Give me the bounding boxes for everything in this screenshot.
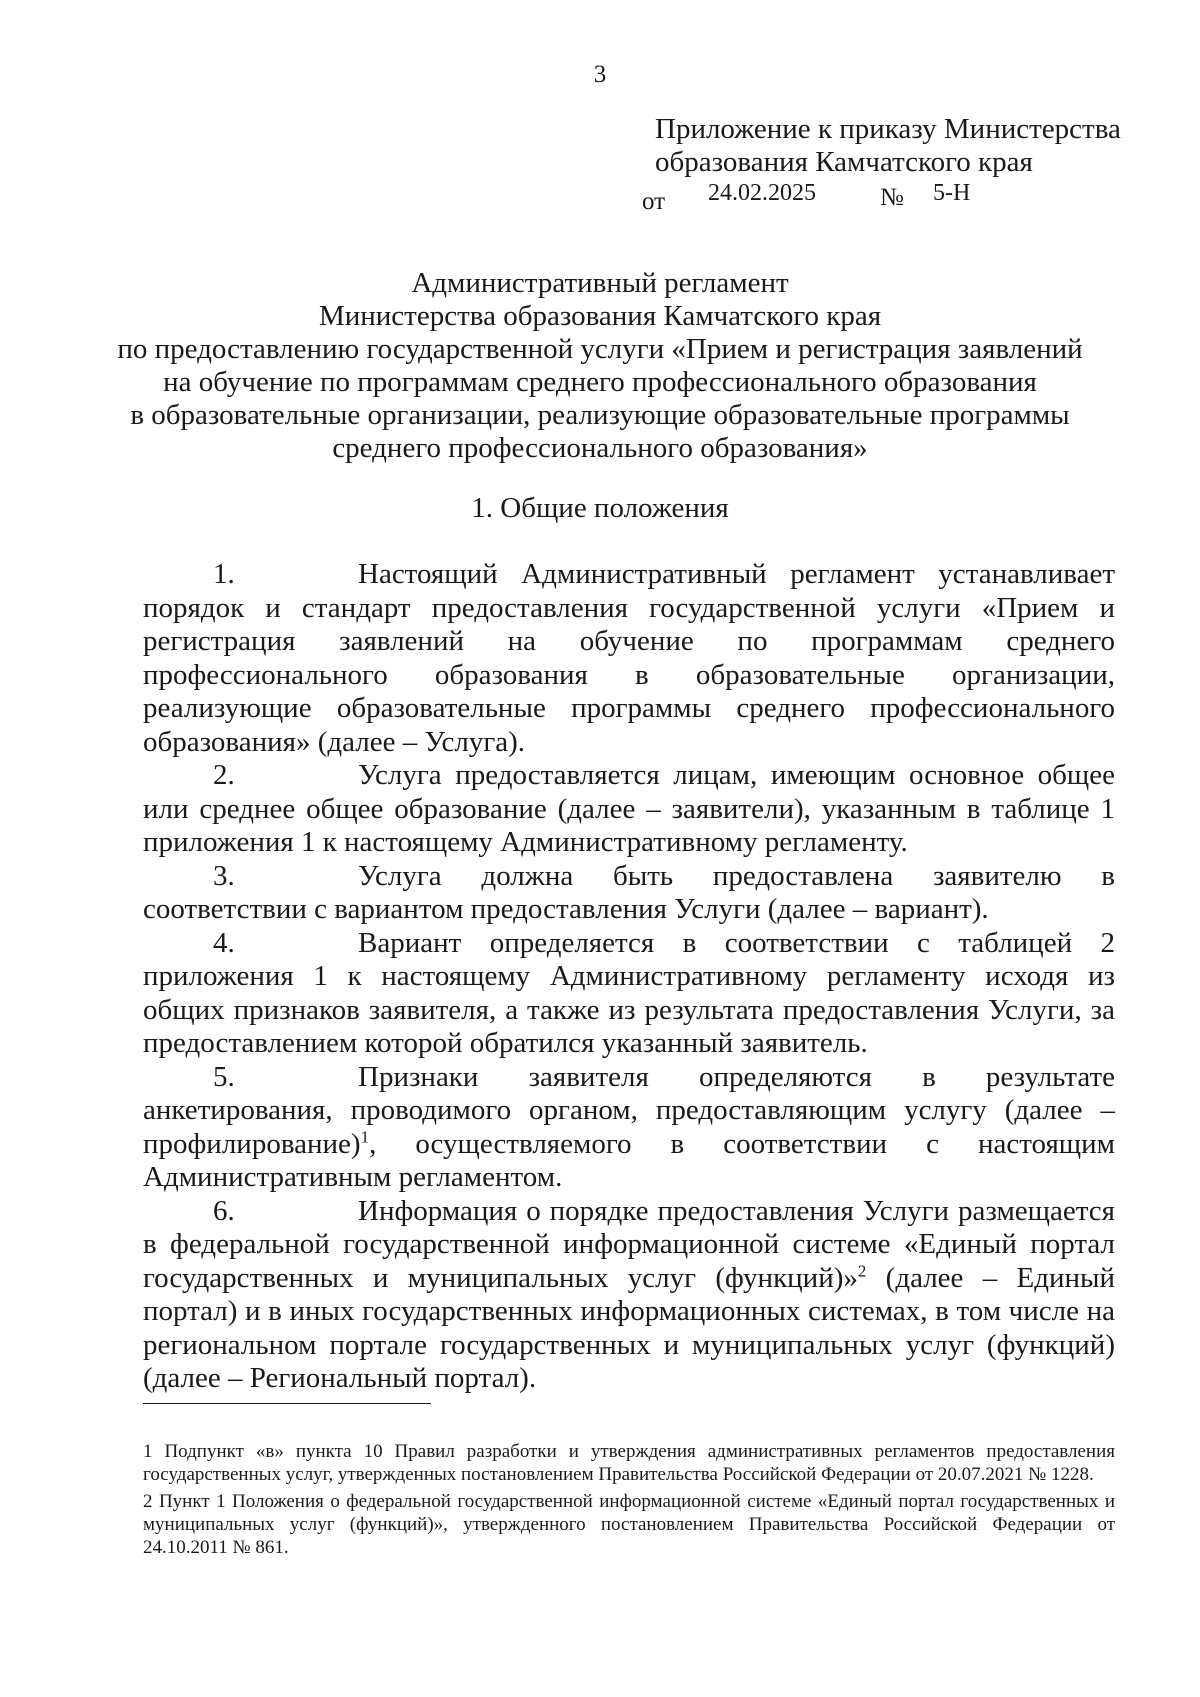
footnote-ref-1: 1 bbox=[360, 1126, 370, 1146]
annex-line-1: Приложение к приказу Министерства bbox=[655, 113, 1121, 145]
footnote-separator bbox=[143, 1403, 431, 1404]
order-date: 24.02.2025 bbox=[708, 180, 816, 206]
title-line-6: среднего профессионального образования» bbox=[332, 432, 868, 464]
title-line-5: в образовательные организации, реализующие образовательные программы bbox=[130, 399, 1070, 431]
paragraph-number: 2. bbox=[213, 759, 235, 791]
order-date-label: от bbox=[642, 188, 666, 215]
annex-header bbox=[655, 113, 1155, 179]
paragraph-3 bbox=[143, 860, 1115, 927]
paragraph-text: Информация о порядке предоставления Услуги размещается в федеральной государственной информационной системе «Единый портал государственных и муниципальных услуг (функций)» bbox=[143, 1194, 1115, 1294]
footnote-2: 2 Пункт 1 Положения о федеральной государственной информационной системе «Единый портал государственных и муниципальных услуг (функций)», утвержденного постановлением Правительства Российской Федерации от 24.10.2011 № 861. bbox=[143, 1491, 1115, 1558]
paragraph-number: 5. bbox=[213, 1060, 235, 1093]
paragraph-number: 4. bbox=[213, 926, 235, 959]
title-line-2: Министерства образования Камчатского края bbox=[318, 300, 882, 332]
paragraph-text: Вариант определяется в соответствии с таблицей 2 приложения 1 к настоящему Административному регламенту исходя из общих признаков заявителя, а также из результата предоставления Услуги, за предоставлением которой обратился указанный заявитель. bbox=[143, 926, 1115, 1059]
title-line-4: на обучение по программам среднего профессионального образования bbox=[163, 366, 1037, 398]
paragraph-text: Услуга должна быть предоставлена заявителю в соответствии с вариантом предоставления Услуги (далее – вариант). bbox=[143, 859, 1115, 925]
paragraph-5 bbox=[143, 1061, 1115, 1195]
paragraph-4 bbox=[143, 927, 1115, 1061]
footnote-1: 1 Подпункт «в» пункта 10 Правил разработки и утверждения административных регламентов предоставления государственных услуг, утвержденных постановлением Правительства Российской Федерации от 20.07.2021 № 1228. bbox=[143, 1441, 1115, 1485]
title-line-1: Административный регламент bbox=[411, 267, 789, 299]
page-number: 3 bbox=[593, 61, 607, 88]
paragraph-text: Услуга предоставляется лицам, имеющим основное общее или среднее общее образование (далее – заявители), указанным в таблице 1 приложения 1 к настоящему Административному регламенту. bbox=[143, 759, 1115, 858]
document-title bbox=[100, 267, 1100, 465]
paragraph-number: 3. bbox=[213, 859, 235, 892]
order-number-label: № bbox=[880, 184, 904, 211]
title-line-3: по предоставлению государственной услуги «Прием и регистрация заявлений bbox=[117, 333, 1083, 365]
paragraph-number: 1. bbox=[213, 558, 235, 590]
paragraph-1 bbox=[143, 558, 1115, 759]
order-details bbox=[0, 180, 1200, 216]
paragraph-text: Настоящий Административный регламент устанавливает порядок и стандарт предоставления государственной услуги «Прием и регистрация заявлений на обучение по программам среднего профессионального образования в образовательные организации, реализующие образовательные программы среднего профессионального образования» (далее – Услуга). bbox=[143, 558, 1115, 758]
section-heading: 1. Общие положения bbox=[471, 492, 729, 524]
paragraph-2 bbox=[143, 759, 1115, 860]
paragraph-text-continued: (далее – Единый портал) и в иных государственных информационных системах, в том числе на региональном портале государственных и муниципальных услуг (функций) (далее – Региональный портал). bbox=[143, 1261, 1115, 1394]
annex-line-2: образования Камчатского края bbox=[655, 146, 1033, 178]
paragraph-text: Признаки заявителя определяются в результате анкетирования, проводимого органом, предоставляющим услугу (далее – профилирование) bbox=[143, 1060, 1115, 1160]
paragraph-6 bbox=[143, 1195, 1115, 1396]
body-text bbox=[143, 558, 1115, 1396]
paragraph-number: 6. bbox=[213, 1194, 235, 1227]
footnotes bbox=[143, 1440, 1115, 1563]
footnote-ref-2: 2 bbox=[857, 1260, 867, 1280]
order-number: 5-Н bbox=[933, 180, 971, 206]
paragraph-text-continued: , осуществляемого в соответствии с настоящим Административным регламентом. bbox=[143, 1127, 1115, 1193]
